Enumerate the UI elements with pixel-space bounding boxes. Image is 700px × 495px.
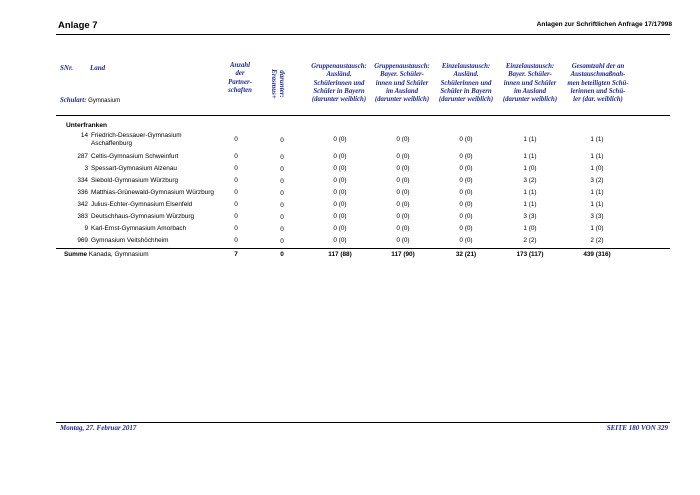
school-name: 969 Gymnasium Veitshöchheim: [77, 237, 169, 244]
cell-erasmus: 0: [280, 226, 284, 233]
page-header-right: Anlagen zur Schriftlichen Anfrage 17/17998: [536, 21, 672, 28]
cell-einz-bayer: 1 (0): [523, 165, 537, 172]
cell-einz-bayer: 1 (1): [523, 189, 537, 196]
cell-anzahl: 0: [234, 165, 238, 172]
school-name: 342 Julius-Echter-Gymnasium Elsenfeld: [77, 201, 193, 208]
cell-einz-ausl: 0 (0): [459, 153, 473, 160]
col-gruppen-bayer: Gruppenaustausch: Bayer. Schüler- innen und Schüler im Ausland (darunter weiblich): [374, 63, 430, 104]
col-gesamt: Gesamtzahl der an Austauschmaßnah- men beteiligten Schü- lerinnen und Schü- ler (dar. weiblich): [567, 63, 629, 104]
school-name: 3 Spessart-Gymnasium Alzenau: [84, 165, 177, 172]
cell-einz-ausl: 0 (0): [459, 225, 473, 232]
cell-anzahl: 0: [234, 237, 238, 244]
cell-anzahl: 0: [234, 201, 238, 208]
col-schulart: [60, 97, 120, 104]
col-gruppen-auslaend: Gruppenaustausch: Ausländ. Schülerinnen und Schüler in Bayern (darunter weiblich): [311, 63, 367, 104]
cell-erasmus: 0: [280, 190, 284, 197]
col-land: Land: [90, 64, 106, 72]
school-name: 336 Matthias-Grünewald-Gymnasium Würzburg: [77, 189, 214, 196]
cell-einz-ausl: 0 (0): [459, 213, 473, 220]
cell-anzahl: 0: [234, 225, 238, 232]
sum-einz-bayer: 173 (117): [516, 251, 544, 258]
cell-grp-ausl: 0 (0): [333, 213, 347, 220]
cell-gesamt: 1 (1): [590, 153, 604, 160]
col-einzel-auslaend: Einzelaustausch: Ausländ. Schülerinnen und Schüler in Bayern (darunter weiblich): [438, 63, 494, 104]
cell-grp-bayer: 0 (0): [396, 237, 410, 244]
cell-grp-bayer: 0 (0): [396, 213, 410, 220]
cell-einz-bayer: 1 (1): [523, 201, 537, 208]
sum-grp-ausl: 117 (88): [328, 251, 352, 258]
cell-grp-ausl: 0 (0): [333, 201, 347, 208]
cell-gesamt: 3 (2): [590, 177, 604, 184]
cell-anzahl: 0: [234, 136, 238, 143]
sum-einz-ausl: 32 (21): [455, 251, 477, 258]
sum-grp-bayer: 117 (90): [391, 251, 415, 258]
region-heading: Unterfranken: [66, 122, 108, 129]
cell-gesamt: 3 (3): [590, 213, 604, 220]
sum-gesamt: 439 (316): [583, 251, 611, 258]
cell-grp-bayer: 0 (0): [396, 153, 410, 160]
cell-anzahl: 0: [234, 213, 238, 220]
cell-grp-bayer: 0 (0): [396, 165, 410, 172]
cell-grp-bayer: 0 (0): [396, 136, 410, 143]
schulart-label: Schulart:: [60, 97, 87, 104]
sum-label: Summe Kanada, Gymnasium: [64, 251, 149, 258]
cell-grp-ausl: 0 (0): [333, 189, 347, 196]
header-rule: [56, 34, 670, 35]
cell-erasmus: 0: [280, 178, 284, 185]
footer-date: Montag, 27. Februar 2017: [60, 424, 137, 432]
footer-page-number: SEITE 180 VON 329: [606, 424, 668, 432]
cell-einz-bayer: 3 (2): [523, 177, 537, 184]
cell-gesamt: 1 (0): [590, 165, 604, 172]
cell-erasmus: 0: [280, 166, 284, 173]
footer-rule: [56, 422, 670, 423]
cell-gesamt: 1 (0): [590, 225, 604, 232]
cell-einz-ausl: 0 (0): [459, 189, 473, 196]
sum-anzahl: 7: [234, 251, 238, 258]
cell-einz-ausl: 0 (0): [459, 201, 473, 208]
school-name: 383 Deutschhaus-Gymnasium Würzburg: [77, 213, 194, 220]
col-anzahl: Anzahl der Partner- schaften: [228, 62, 252, 94]
cell-gesamt: 1 (1): [590, 189, 604, 196]
cell-anzahl: 0: [234, 153, 238, 160]
col-erasmus: darunter: Erasmus+: [270, 69, 286, 99]
cell-einz-ausl: 0 (0): [459, 237, 473, 244]
cell-erasmus: 0: [280, 214, 284, 221]
cell-grp-ausl: 0 (0): [333, 153, 347, 160]
cell-einz-bayer: 1 (1): [523, 153, 537, 160]
col-snr: SNr.: [60, 64, 74, 72]
cell-einz-bayer: 3 (3): [523, 213, 537, 220]
cell-grp-ausl: 0 (0): [333, 177, 347, 184]
cell-grp-ausl: 0 (0): [333, 136, 347, 143]
cell-gesamt: 1 (1): [590, 201, 604, 208]
cell-grp-bayer: 0 (0): [396, 177, 410, 184]
cell-erasmus: 0: [280, 202, 284, 209]
page-header-left: Anlage 7: [58, 20, 98, 31]
cell-einz-ausl: 0 (0): [459, 165, 473, 172]
column-header-rule: [56, 115, 670, 116]
col-einzel-bayer: Einzelaustausch: Bayer. Schüler- innen und Schüler im Ausland (darunter weiblich): [502, 63, 558, 104]
sum-erasmus: 0: [280, 251, 284, 258]
cell-einz-ausl: 0 (0): [459, 177, 473, 184]
cell-einz-bayer: 2 (2): [523, 237, 537, 244]
cell-gesamt: 1 (1): [590, 136, 604, 143]
cell-grp-ausl: 0 (0): [333, 237, 347, 244]
cell-einz-bayer: 1 (0): [523, 225, 537, 232]
cell-grp-ausl: 0 (0): [333, 165, 347, 172]
cell-einz-ausl: 0 (0): [459, 136, 473, 143]
schulart-value: Gymnasium: [88, 98, 121, 104]
cell-erasmus: 0: [280, 154, 284, 161]
sum-rule: [56, 248, 670, 249]
cell-grp-bayer: 0 (0): [396, 189, 410, 196]
school-name: 334 Siebold-Gymnasium Würzburg: [77, 177, 179, 184]
school-name: 287 Celtis-Gymnasium Schweinfurt: [77, 153, 179, 160]
cell-grp-bayer: 0 (0): [396, 225, 410, 232]
cell-erasmus: 0: [280, 238, 284, 245]
cell-erasmus: 0: [280, 137, 284, 144]
cell-grp-bayer: 0 (0): [396, 201, 410, 208]
cell-gesamt: 2 (2): [590, 237, 604, 244]
cell-grp-ausl: 0 (0): [333, 225, 347, 232]
school-name: 14 Friedrich-Dessauer-Gymnasium Aschaffenburg: [80, 132, 182, 147]
cell-einz-bayer: 1 (1): [523, 136, 537, 143]
cell-anzahl: 0: [234, 177, 238, 184]
cell-anzahl: 0: [234, 189, 238, 196]
school-name: 9 Karl-Ernst-Gymnasium Amorbach: [84, 225, 187, 232]
